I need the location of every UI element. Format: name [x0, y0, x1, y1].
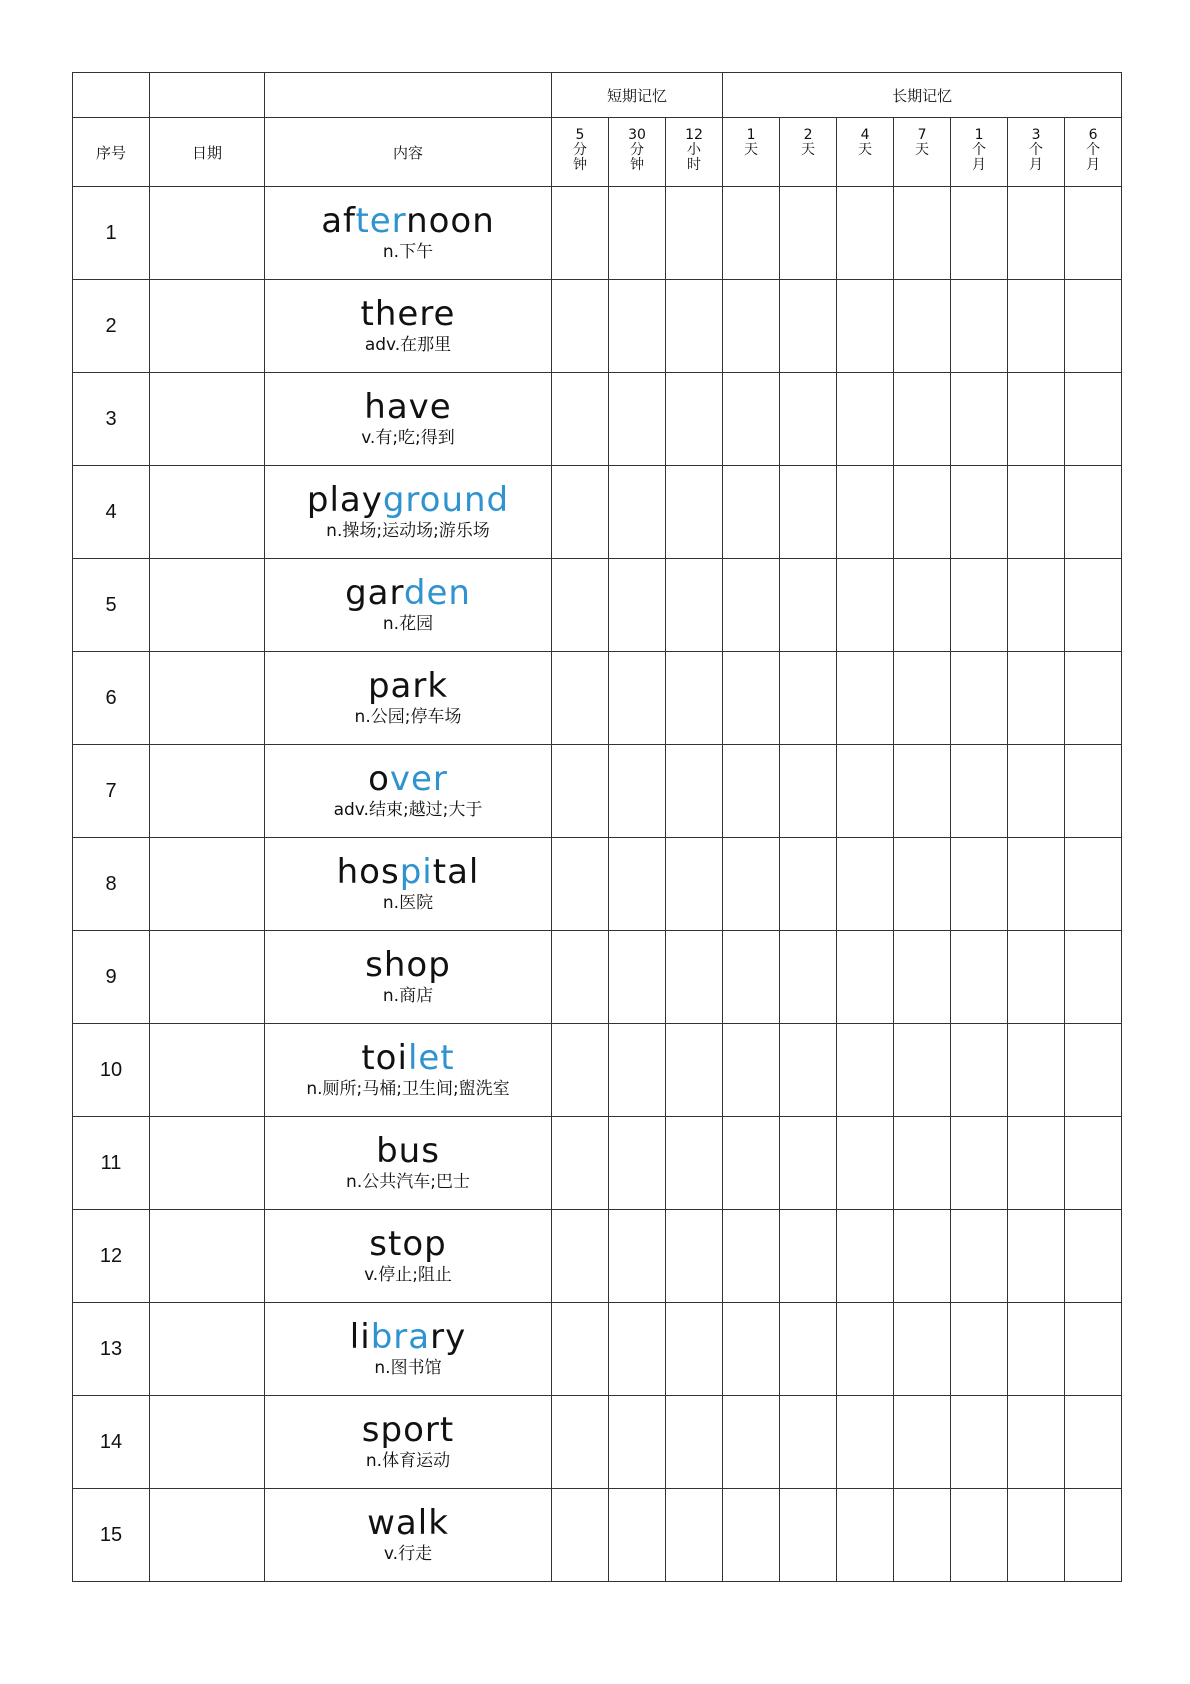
review-checkbox-cell[interactable] [552, 373, 609, 466]
word-meaning: n.公共汽车;巴士 [346, 1172, 470, 1192]
vocab-word [265, 202, 551, 240]
date-cell[interactable] [150, 931, 265, 1024]
review-checkbox-cell[interactable] [609, 373, 666, 466]
review-checkbox-cell[interactable] [894, 1024, 951, 1117]
vocab-word [265, 388, 551, 426]
interval-header: 1 天 [723, 118, 780, 187]
review-checkbox-cell[interactable] [837, 559, 894, 652]
review-checkbox-cell[interactable] [666, 838, 723, 931]
review-checkbox-cell[interactable] [723, 931, 780, 1024]
date-cell[interactable] [150, 187, 265, 280]
review-checkbox-cell[interactable] [552, 1024, 609, 1117]
review-checkbox-cell[interactable] [609, 466, 666, 559]
review-checkbox-cell[interactable] [780, 1396, 837, 1489]
row-index: 2 [73, 280, 150, 373]
review-checkbox-cell[interactable] [723, 1117, 780, 1210]
review-checkbox-cell[interactable] [837, 373, 894, 466]
review-checkbox-cell[interactable] [894, 931, 951, 1024]
review-checkbox-cell[interactable] [894, 745, 951, 838]
vocab-word [265, 1504, 551, 1542]
review-checkbox-cell[interactable] [837, 652, 894, 745]
word-highlight-segment: bra [370, 1317, 431, 1357]
interval-header: 1 个 月 [951, 118, 1008, 187]
content-cell [265, 373, 552, 466]
review-checkbox-cell[interactable] [609, 1117, 666, 1210]
date-cell[interactable] [150, 1210, 265, 1303]
review-checkbox-cell[interactable] [666, 466, 723, 559]
row-index: 14 [73, 1396, 150, 1489]
word-meaning: adv.结束;越过;大于 [333, 800, 483, 820]
date-cell[interactable] [150, 1024, 265, 1117]
review-checkbox-cell[interactable] [951, 1396, 1008, 1489]
review-checkbox-cell[interactable] [609, 280, 666, 373]
review-checkbox-cell[interactable] [609, 1489, 666, 1582]
word-segment: tal [432, 852, 480, 892]
review-checkbox-cell[interactable] [609, 931, 666, 1024]
word-meaning: n.商店 [382, 986, 434, 1006]
review-checkbox-cell[interactable] [780, 1210, 837, 1303]
word-meaning: n.体育运动 [365, 1451, 451, 1471]
review-checkbox-cell[interactable] [723, 1024, 780, 1117]
review-checkbox-cell[interactable] [780, 466, 837, 559]
review-checkbox-cell[interactable] [723, 745, 780, 838]
review-checkbox-cell[interactable] [1008, 1303, 1065, 1396]
review-checkbox-cell[interactable] [951, 187, 1008, 280]
review-checkbox-cell[interactable] [1008, 280, 1065, 373]
vocab-word [265, 1132, 551, 1170]
review-checkbox-cell[interactable] [1065, 373, 1122, 466]
review-sheet-table [72, 72, 1122, 1582]
word-highlight-segment: ver [389, 759, 448, 799]
review-checkbox-cell[interactable] [666, 745, 723, 838]
review-checkbox-cell[interactable] [1008, 931, 1065, 1024]
review-checkbox-cell[interactable] [837, 745, 894, 838]
word-meaning: n.下午 [382, 242, 434, 262]
review-checkbox-cell[interactable] [552, 1396, 609, 1489]
review-checkbox-cell[interactable] [780, 652, 837, 745]
vocab-word [265, 1318, 551, 1356]
interval-header: 3 个 月 [1008, 118, 1065, 187]
header-blank-index [73, 73, 150, 118]
review-checkbox-cell[interactable] [609, 1396, 666, 1489]
review-checkbox-cell[interactable] [723, 559, 780, 652]
word-meaning: v.有;吃;得到 [361, 428, 455, 448]
review-checkbox-cell[interactable] [894, 559, 951, 652]
word-segment: stop [369, 1224, 447, 1264]
review-checkbox-cell[interactable] [894, 1396, 951, 1489]
table-row [73, 745, 1122, 838]
interval-header: 2 天 [780, 118, 837, 187]
review-checkbox-cell[interactable] [894, 1117, 951, 1210]
review-checkbox-cell[interactable] [1008, 652, 1065, 745]
word-segment: sport [361, 1410, 455, 1450]
content-cell [265, 280, 552, 373]
table-body [73, 73, 1122, 1582]
review-checkbox-cell[interactable] [951, 1117, 1008, 1210]
table-row [73, 1117, 1122, 1210]
review-checkbox-cell[interactable] [552, 1210, 609, 1303]
review-checkbox-cell[interactable] [837, 280, 894, 373]
table-row [73, 1489, 1122, 1582]
review-checkbox-cell[interactable] [723, 280, 780, 373]
review-checkbox-cell[interactable] [723, 838, 780, 931]
header-blank-content [265, 73, 552, 118]
date-cell[interactable] [150, 1489, 265, 1582]
table-row [73, 466, 1122, 559]
date-cell[interactable] [150, 466, 265, 559]
interval-header: 12 小 时 [666, 118, 723, 187]
table-row [73, 931, 1122, 1024]
content-cell [265, 1396, 552, 1489]
word-meaning: n.操场;运动场;游乐场 [326, 521, 490, 541]
table-row [73, 652, 1122, 745]
interval-header: 6 个 月 [1065, 118, 1122, 187]
review-checkbox-cell[interactable] [1065, 466, 1122, 559]
review-checkbox-cell[interactable] [552, 1117, 609, 1210]
review-checkbox-cell[interactable] [666, 1489, 723, 1582]
word-highlight-segment: let [407, 1038, 455, 1078]
review-checkbox-cell[interactable] [666, 1024, 723, 1117]
review-checkbox-cell[interactable] [723, 1396, 780, 1489]
review-checkbox-cell[interactable] [666, 931, 723, 1024]
review-checkbox-cell[interactable] [837, 838, 894, 931]
row-index: 5 [73, 559, 150, 652]
review-checkbox-cell[interactable] [552, 466, 609, 559]
word-meaning: n.花园 [382, 614, 434, 634]
review-checkbox-cell[interactable] [780, 838, 837, 931]
review-checkbox-cell[interactable] [609, 1303, 666, 1396]
review-checkbox-cell[interactable] [1065, 280, 1122, 373]
review-checkbox-cell[interactable] [1065, 1303, 1122, 1396]
row-index: 11 [73, 1117, 150, 1210]
content-cell [265, 931, 552, 1024]
date-cell[interactable] [150, 1117, 265, 1210]
row-index: 10 [73, 1024, 150, 1117]
content-cell [265, 466, 552, 559]
review-checkbox-cell[interactable] [1065, 187, 1122, 280]
review-checkbox-cell[interactable] [780, 1489, 837, 1582]
review-checkbox-cell[interactable] [609, 652, 666, 745]
word-meaning: n.公园;停车场 [354, 707, 462, 727]
content-cell [265, 187, 552, 280]
word-segment: bus [376, 1131, 440, 1171]
word-segment: have [364, 387, 452, 427]
review-checkbox-cell[interactable] [951, 1210, 1008, 1303]
row-index: 13 [73, 1303, 150, 1396]
review-checkbox-cell[interactable] [894, 187, 951, 280]
table-row [73, 373, 1122, 466]
header-row-group [73, 73, 1122, 118]
review-checkbox-cell[interactable] [780, 187, 837, 280]
word-segment: gar [345, 573, 404, 613]
row-index: 12 [73, 1210, 150, 1303]
review-checkbox-cell[interactable] [780, 1303, 837, 1396]
table-row [73, 1396, 1122, 1489]
word-highlight-segment: ter [355, 201, 407, 241]
review-checkbox-cell[interactable] [609, 1024, 666, 1117]
review-checkbox-cell[interactable] [723, 466, 780, 559]
row-index: 1 [73, 187, 150, 280]
content-cell [265, 559, 552, 652]
review-checkbox-cell[interactable] [837, 187, 894, 280]
date-cell[interactable] [150, 838, 265, 931]
row-index: 4 [73, 466, 150, 559]
row-index: 7 [73, 745, 150, 838]
review-checkbox-cell[interactable] [1065, 1210, 1122, 1303]
date-cell[interactable] [150, 1396, 265, 1489]
row-index: 8 [73, 838, 150, 931]
content-cell [265, 838, 552, 931]
vocab-word [265, 946, 551, 984]
review-checkbox-cell[interactable] [951, 466, 1008, 559]
word-segment: o [368, 759, 390, 799]
word-highlight-segment: pi [399, 852, 433, 892]
review-checkbox-cell[interactable] [552, 1303, 609, 1396]
header-row-columns [73, 118, 1122, 187]
vocab-word [265, 667, 551, 705]
table-row [73, 1210, 1122, 1303]
review-checkbox-cell[interactable] [609, 559, 666, 652]
review-checkbox-cell[interactable] [951, 652, 1008, 745]
word-meaning: v.停止;阻止 [364, 1265, 452, 1285]
word-segment: walk [367, 1503, 449, 1543]
review-checkbox-cell[interactable] [1008, 559, 1065, 652]
review-checkbox-cell[interactable] [666, 187, 723, 280]
content-cell [265, 1117, 552, 1210]
review-checkbox-cell[interactable] [780, 1024, 837, 1117]
review-checkbox-cell[interactable] [552, 745, 609, 838]
interval-header: 7 天 [894, 118, 951, 187]
review-checkbox-cell[interactable] [837, 466, 894, 559]
review-checkbox-cell[interactable] [894, 466, 951, 559]
review-checkbox-cell[interactable] [1065, 559, 1122, 652]
review-checkbox-cell[interactable] [837, 1117, 894, 1210]
review-checkbox-cell[interactable] [837, 1024, 894, 1117]
review-checkbox-cell[interactable] [1008, 838, 1065, 931]
review-checkbox-cell[interactable] [552, 652, 609, 745]
long-term-header: 长期记忆 [723, 73, 1122, 118]
review-checkbox-cell[interactable] [666, 559, 723, 652]
review-checkbox-cell[interactable] [1008, 187, 1065, 280]
date-cell[interactable] [150, 559, 265, 652]
table-row [73, 1303, 1122, 1396]
word-segment: noon [406, 201, 495, 241]
content-cell [265, 652, 552, 745]
content-cell [265, 745, 552, 838]
vocab-word [265, 1411, 551, 1449]
review-checkbox-cell[interactable] [609, 187, 666, 280]
review-checkbox-cell[interactable] [951, 559, 1008, 652]
review-checkbox-cell[interactable] [723, 187, 780, 280]
word-meaning: n.厕所;马桶;卫生间;盥洗室 [306, 1079, 510, 1099]
review-checkbox-cell[interactable] [951, 931, 1008, 1024]
word-highlight-segment: den [403, 573, 471, 613]
table-row [73, 1024, 1122, 1117]
col-content-header: 内容 [265, 118, 552, 187]
review-checkbox-cell[interactable] [951, 1489, 1008, 1582]
date-cell[interactable] [150, 1303, 265, 1396]
content-cell [265, 1024, 552, 1117]
review-checkbox-cell[interactable] [1008, 1117, 1065, 1210]
date-cell[interactable] [150, 373, 265, 466]
word-meaning: v.行走 [383, 1544, 433, 1564]
review-checkbox-cell[interactable] [1008, 1024, 1065, 1117]
date-cell[interactable] [150, 280, 265, 373]
review-checkbox-cell[interactable] [894, 373, 951, 466]
review-checkbox-cell[interactable] [780, 373, 837, 466]
review-checkbox-cell[interactable] [666, 1117, 723, 1210]
review-checkbox-cell[interactable] [723, 1489, 780, 1582]
review-checkbox-cell[interactable] [666, 1396, 723, 1489]
vocab-word [265, 481, 551, 519]
review-checkbox-cell[interactable] [780, 745, 837, 838]
review-checkbox-cell[interactable] [552, 187, 609, 280]
word-meaning: adv.在那里 [364, 335, 452, 355]
content-cell [265, 1303, 552, 1396]
review-checkbox-cell[interactable] [1065, 1396, 1122, 1489]
review-checkbox-cell[interactable] [951, 745, 1008, 838]
review-checkbox-cell[interactable] [837, 1303, 894, 1396]
word-meaning: n.医院 [382, 893, 434, 913]
review-checkbox-cell[interactable] [1065, 838, 1122, 931]
review-checkbox-cell[interactable] [723, 1210, 780, 1303]
review-checkbox-cell[interactable] [552, 280, 609, 373]
review-checkbox-cell[interactable] [1065, 745, 1122, 838]
review-checkbox-cell[interactable] [1065, 1024, 1122, 1117]
date-cell[interactable] [150, 652, 265, 745]
header-blank-date [150, 73, 265, 118]
review-checkbox-cell[interactable] [780, 1117, 837, 1210]
review-checkbox-cell[interactable] [837, 931, 894, 1024]
word-segment: play [306, 480, 383, 520]
row-index: 6 [73, 652, 150, 745]
word-segment: park [367, 666, 449, 706]
col-index-header: 序号 [73, 118, 150, 187]
review-checkbox-cell[interactable] [666, 280, 723, 373]
table-row [73, 187, 1122, 280]
review-checkbox-cell[interactable] [723, 373, 780, 466]
content-cell [265, 1489, 552, 1582]
review-checkbox-cell[interactable] [552, 559, 609, 652]
review-checkbox-cell[interactable] [894, 1210, 951, 1303]
row-index: 9 [73, 931, 150, 1024]
review-checkbox-cell[interactable] [1065, 931, 1122, 1024]
vocab-word [265, 295, 551, 333]
word-segment: ry [430, 1317, 467, 1357]
word-segment: toi [361, 1038, 408, 1078]
vocab-word [265, 853, 551, 891]
review-checkbox-cell[interactable] [1065, 1489, 1122, 1582]
interval-header: 30 分 钟 [609, 118, 666, 187]
word-segment: li [349, 1317, 371, 1357]
review-checkbox-cell[interactable] [723, 652, 780, 745]
table-row [73, 559, 1122, 652]
review-checkbox-cell[interactable] [723, 1303, 780, 1396]
review-checkbox-cell[interactable] [1065, 1117, 1122, 1210]
review-checkbox-cell[interactable] [951, 1024, 1008, 1117]
review-checkbox-cell[interactable] [1008, 373, 1065, 466]
review-checkbox-cell[interactable] [894, 838, 951, 931]
word-segment: hos [336, 852, 400, 892]
date-cell[interactable] [150, 745, 265, 838]
review-checkbox-cell[interactable] [666, 1210, 723, 1303]
review-checkbox-cell[interactable] [951, 373, 1008, 466]
word-segment: shop [365, 945, 451, 985]
review-checkbox-cell[interactable] [780, 280, 837, 373]
vocab-word [265, 760, 551, 798]
review-checkbox-cell[interactable] [552, 1489, 609, 1582]
review-checkbox-cell[interactable] [951, 838, 1008, 931]
review-checkbox-cell[interactable] [666, 373, 723, 466]
interval-header: 4 天 [837, 118, 894, 187]
word-meaning: n.图书馆 [374, 1358, 442, 1378]
vocab-word [265, 1039, 551, 1077]
review-checkbox-cell[interactable] [894, 1489, 951, 1582]
review-checkbox-cell[interactable] [951, 280, 1008, 373]
short-term-header: 短期记忆 [552, 73, 723, 118]
review-checkbox-cell[interactable] [780, 931, 837, 1024]
review-checkbox-cell[interactable] [1008, 466, 1065, 559]
word-highlight-segment: ground [382, 480, 510, 520]
review-checkbox-cell[interactable] [666, 1303, 723, 1396]
content-cell [265, 1210, 552, 1303]
review-checkbox-cell[interactable] [666, 652, 723, 745]
interval-header: 5 分 钟 [552, 118, 609, 187]
review-checkbox-cell[interactable] [609, 1210, 666, 1303]
review-checkbox-cell[interactable] [951, 1303, 1008, 1396]
vocab-word [265, 574, 551, 612]
review-checkbox-cell[interactable] [780, 559, 837, 652]
table-row [73, 838, 1122, 931]
review-checkbox-cell[interactable] [837, 1210, 894, 1303]
row-index: 3 [73, 373, 150, 466]
review-checkbox-cell[interactable] [894, 652, 951, 745]
review-checkbox-cell[interactable] [552, 931, 609, 1024]
review-checkbox-cell[interactable] [894, 280, 951, 373]
table-row [73, 280, 1122, 373]
vocab-word [265, 1225, 551, 1263]
review-checkbox-cell[interactable] [552, 838, 609, 931]
row-index: 15 [73, 1489, 150, 1582]
review-checkbox-cell[interactable] [837, 1396, 894, 1489]
review-checkbox-cell[interactable] [1008, 1396, 1065, 1489]
review-checkbox-cell[interactable] [609, 745, 666, 838]
review-checkbox-cell[interactable] [1065, 652, 1122, 745]
review-checkbox-cell[interactable] [1008, 745, 1065, 838]
review-checkbox-cell[interactable] [894, 1303, 951, 1396]
word-segment: there [360, 294, 456, 334]
review-checkbox-cell[interactable] [837, 1489, 894, 1582]
review-checkbox-cell[interactable] [1008, 1210, 1065, 1303]
word-segment: af [321, 201, 356, 241]
review-checkbox-cell[interactable] [609, 838, 666, 931]
review-checkbox-cell[interactable] [1008, 1489, 1065, 1582]
col-date-header: 日期 [150, 118, 265, 187]
